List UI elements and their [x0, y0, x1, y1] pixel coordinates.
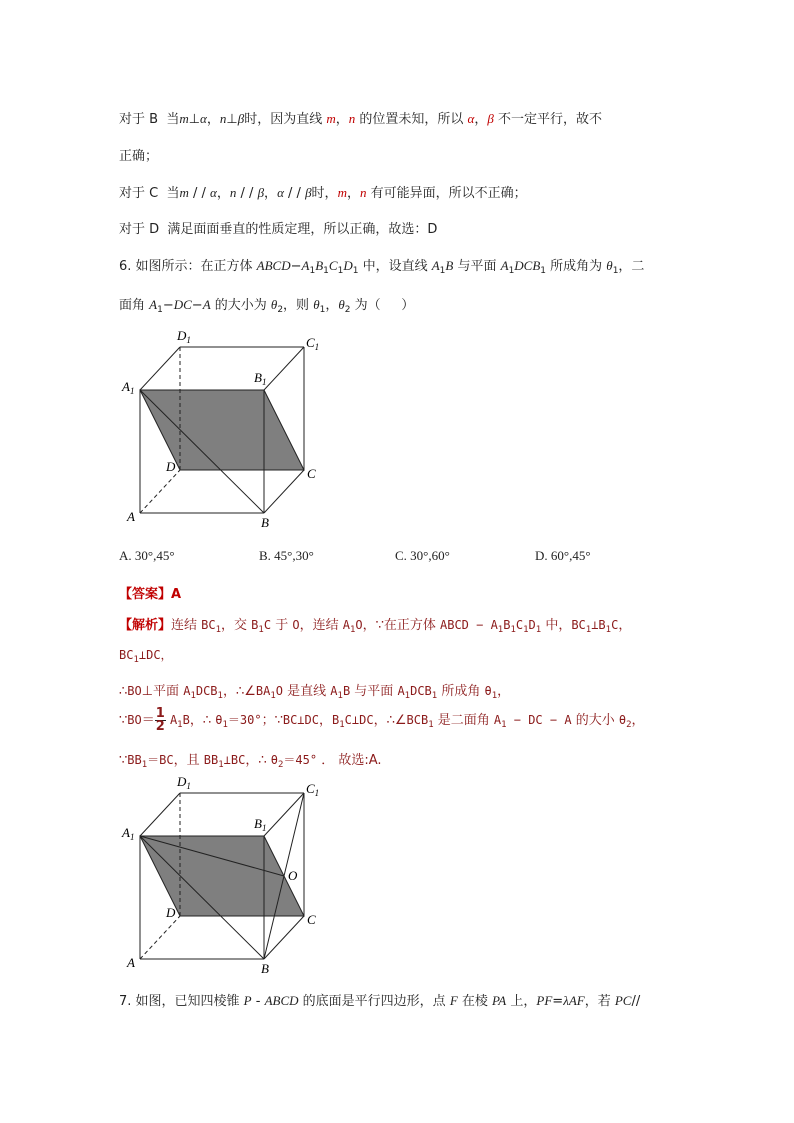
cube-figure-2 [118, 772, 338, 982]
question-7: 7. 如图，已知四棱锥 P - ABCD 的底面是平行四边形，点 F 在棱 PA 上，PF=λAF，若 PC// [119, 993, 641, 1009]
analysis-line-4: ∵BO＝ $\frac{1}{2}$ $A_1B$，∴ $\theta_1=30^\circ$；∵BC⊥DC，$B_1C\perp DC$，$\therefore\angle BCB_1$ 是二面角 $A_1$ − DC − A 的大小 $\theta_2$， [119, 706, 645, 734]
analysis-line-2: $BC_1\perp DC$， [119, 648, 173, 665]
label-a1: $A_1$ [122, 379, 135, 396]
label-a: A [127, 509, 135, 524]
label-c1: $C_1$ [306, 781, 320, 798]
label-b1: $B_1$ [254, 370, 267, 387]
option-b-explanation-cont: 正确； [119, 149, 159, 164]
question-6: 6. 如图所示：在正方体 $ABCD-A_1B_1C_1D_1$ 中，设直线 $A_1B$ 与平面 $A_1DCB_1$ 所成角为 $\theta_1$，二 [119, 258, 645, 276]
label-a: A [127, 955, 135, 970]
label-o: O [288, 868, 298, 883]
label-d: D [166, 459, 176, 474]
option-d: D. 60°,45° [535, 548, 591, 563]
option-b-explanation: 对于 B 当m⊥α，n⊥β时，因为直线 m，n 的位置未知，所以 α，β 不一定平行，故不 [119, 111, 602, 127]
analysis-line-1: 【解析】连结 $BC_1$，交 $B_1C$ 于 O，连结 $A_1O$，∵在正方体 ABCD − $A_1B_1C_1D_1$ 中，$BC_1\perp B_1C$， [119, 618, 632, 635]
analysis-line-5: $\because BB_1=BC$，且 $BB_1\perp BC$，∴ $\theta_2=45^\circ$ ． 故选:A. [119, 753, 382, 770]
label-d1: $D_1$ [177, 328, 191, 345]
label-d: D [166, 905, 176, 920]
shaded-plane [140, 836, 304, 916]
shaded-plane [140, 390, 304, 470]
option-b: B. 45°,30° [259, 548, 314, 563]
option-c: C. 30°,60° [395, 548, 450, 563]
cube-figure-1 [118, 325, 338, 535]
answer-label: 【答案】A [119, 587, 182, 602]
option-a: A. 30°,45° [119, 548, 175, 563]
option-d-explanation: 对于 D 满足面面垂直的性质定理，所以正确，故选：D [119, 222, 438, 237]
analysis-line-3: ∴BO⊥平面 $A_1DCB_1$，$\therefore\angle BA_1O$ 是直线 $A_1B$ 与平面 $A_1DCB_1$ 所成角 $\theta_1$， [119, 684, 511, 701]
label-c: C [307, 466, 316, 481]
option-c-explanation: 对于 C 当m / / α，n / / β，α / / β时，m，n 有可能异面，所以不正确； [119, 185, 527, 201]
question-6-cont: 面角 $A_1-DC-A$ 的大小为 $\theta_2$，则 $\theta_1$，$\theta_2$ 为（ ） [119, 297, 415, 315]
label-c1: $C_1$ [306, 335, 320, 352]
label-d1: $D_1$ [177, 774, 191, 791]
label-b1: $B_1$ [254, 816, 267, 833]
label-c: C [307, 912, 316, 927]
label-b: B [261, 961, 269, 976]
label-a1: $A_1$ [122, 825, 135, 842]
label-b: B [261, 515, 269, 530]
